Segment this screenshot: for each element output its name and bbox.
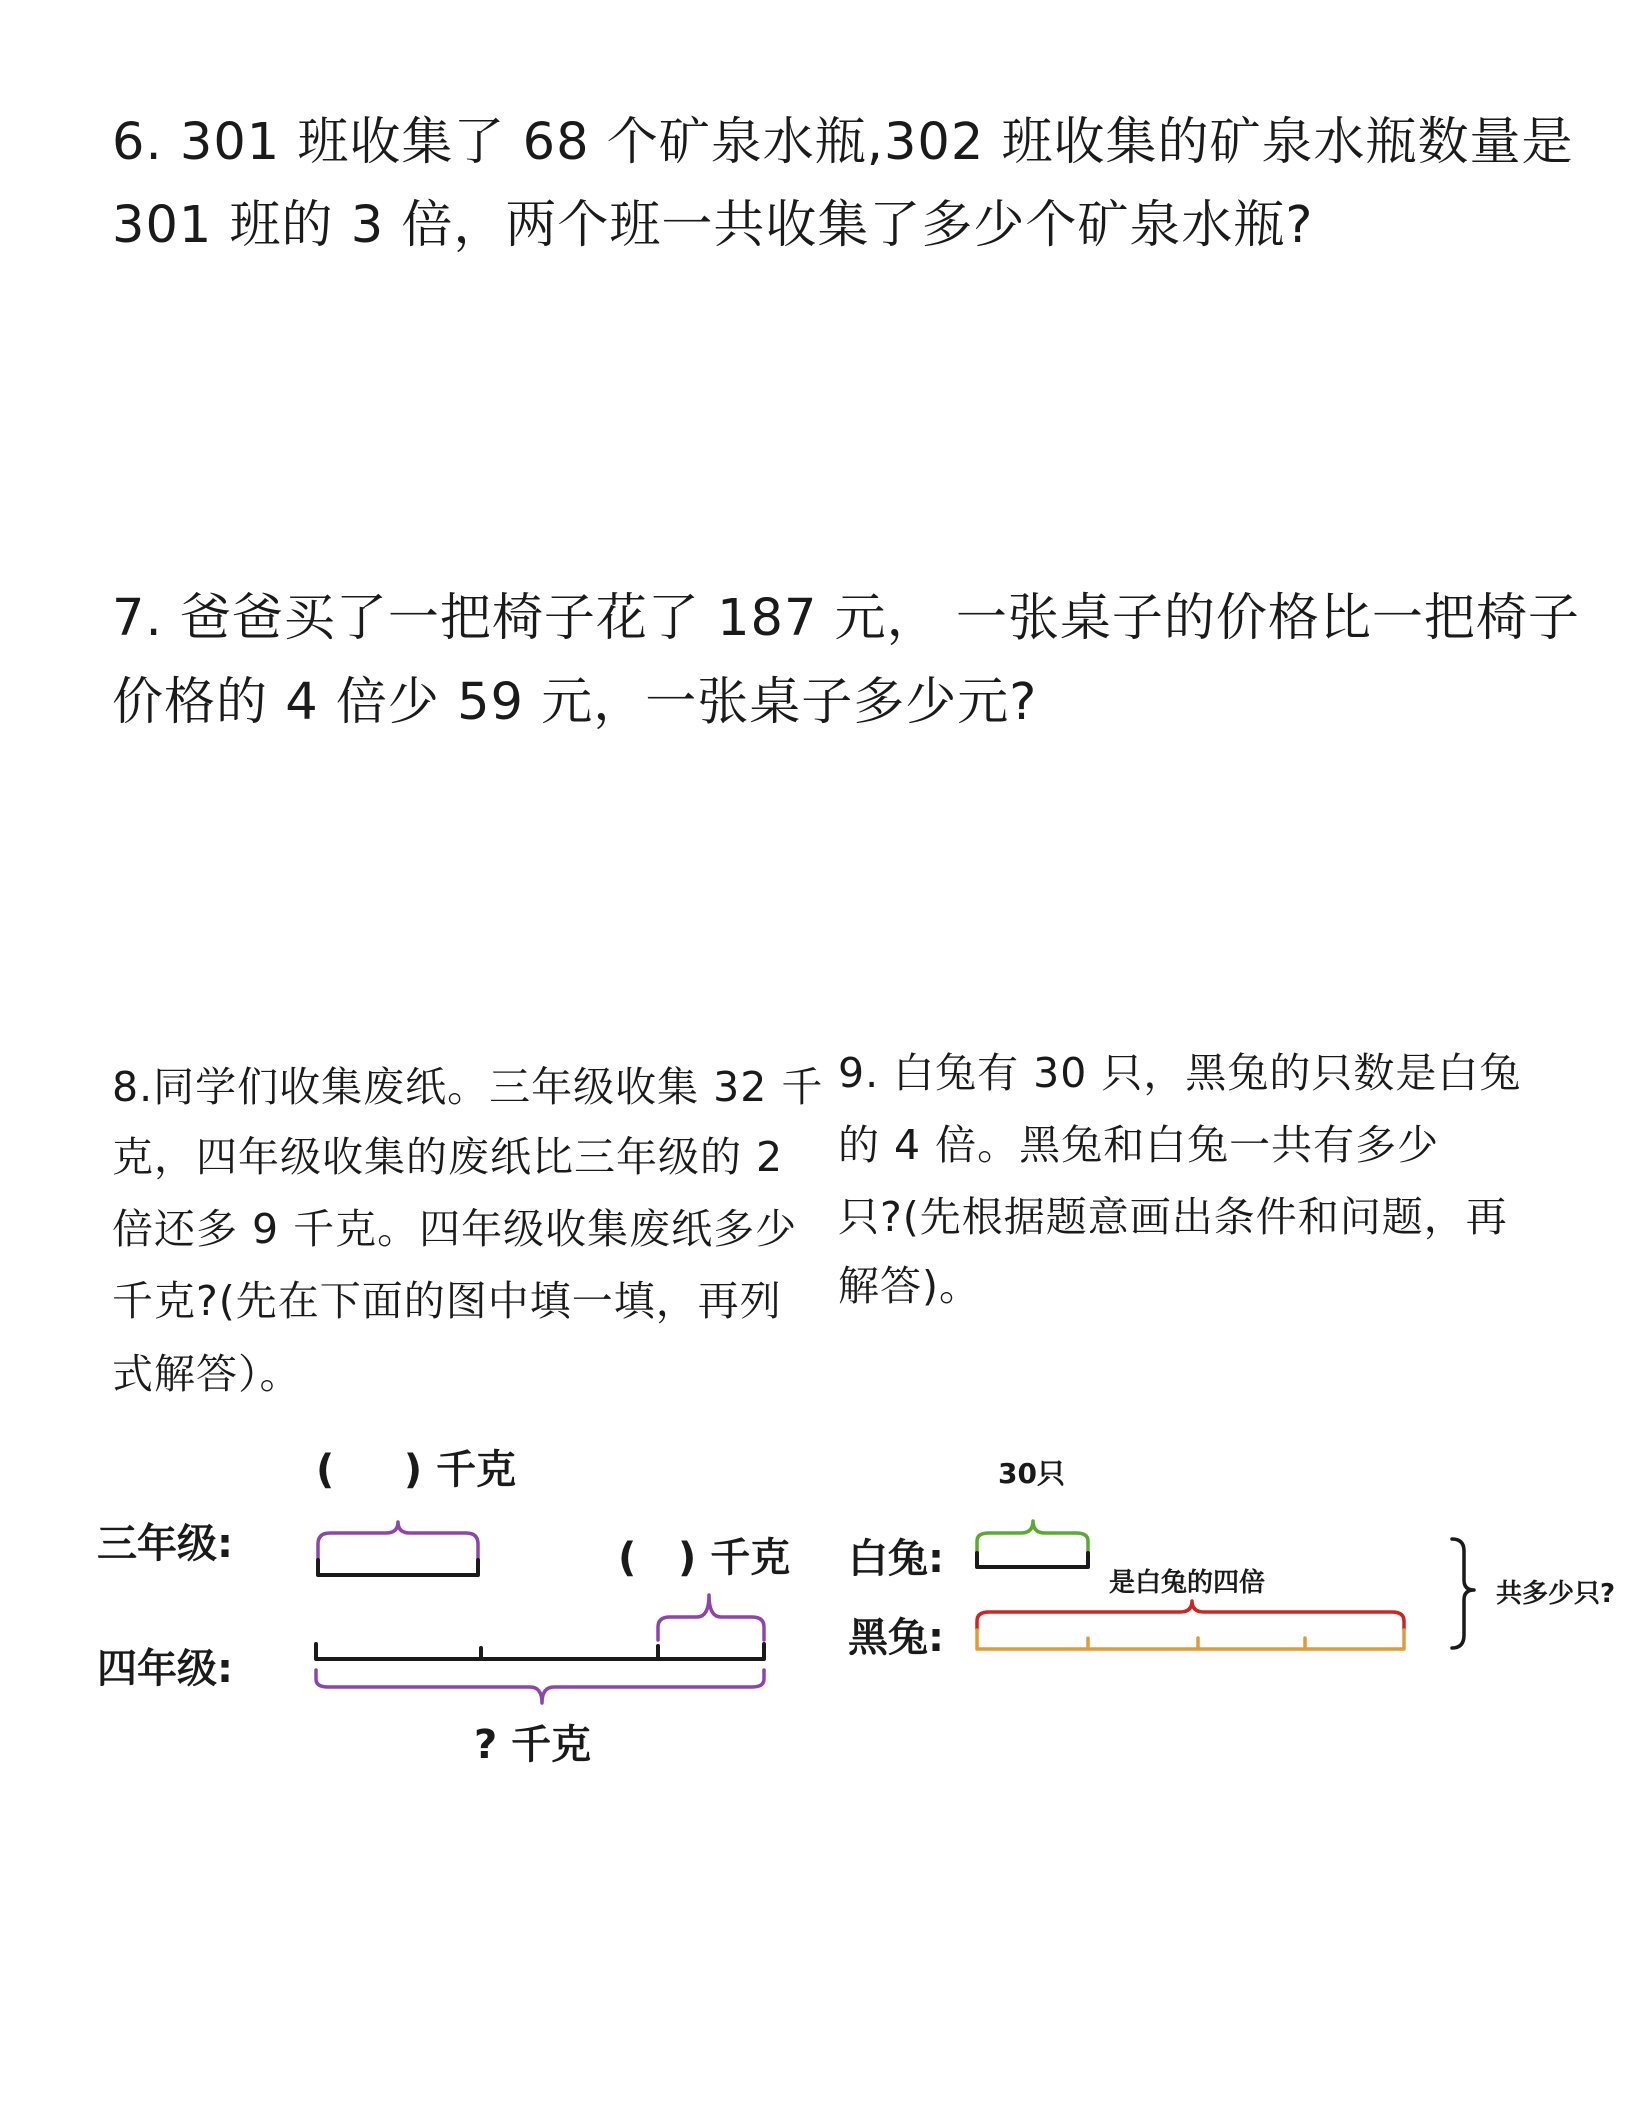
q8-grade3-segment — [318, 1560, 478, 1575]
q6-line-2: 301 班的 3 倍，两个班一共收集了多少个矿泉水瓶? — [112, 196, 1314, 255]
q6-line-1: 6. 301 班收集了 68 个矿泉水瓶,302 班收集的矿泉水瓶数量是 — [112, 113, 1574, 172]
q9-line-3: 只?(先根据题意画出条件和问题，再 — [838, 1193, 1508, 1241]
q8-row2-label: 四年级: — [97, 1646, 233, 1692]
q8-line-3: 倍还多 9 千克。四年级收集废纸多少 — [112, 1205, 798, 1253]
q8-line-5: 式解答）。 — [112, 1350, 302, 1398]
q9-row1-label: 白兔: — [848, 1536, 944, 1582]
q9-middle-label: 是白兔的四倍 — [1109, 1568, 1266, 1598]
q7-line-2: 价格的 4 倍少 59 元，一张桌子多少元? — [112, 673, 1038, 732]
q8-top-label: ( ) 千克 — [316, 1447, 517, 1493]
q9-line-2: 的 4 倍。黑兔和白兔一共有多少 — [838, 1121, 1440, 1169]
q8-bottom-brace — [316, 1670, 764, 1703]
q9-line-4: 解答)。 — [838, 1262, 981, 1310]
q9-line-1: 9. 白兔有 30 只，黑兔的只数是白兔 — [838, 1049, 1522, 1097]
q8-line-1: 8.同学们收集废纸。三年级收集 32 千 — [112, 1063, 824, 1111]
q8-row1-label: 三年级: — [97, 1521, 233, 1567]
q8-bottom-label: ? 千克 — [474, 1722, 592, 1768]
q8-grade4-segment — [316, 1644, 764, 1659]
q9-total-label: 共多少只? — [1496, 1579, 1616, 1609]
q8-line-4: 千克?(先在下面的图中填一填，再列 — [112, 1277, 782, 1325]
q8-line-2: 克，四年级收集的废纸比三年级的 2 — [112, 1133, 784, 1181]
q8-right-brace — [658, 1595, 764, 1640]
q9-top-label: 30只 — [998, 1457, 1065, 1490]
q9-green-brace — [977, 1521, 1088, 1553]
q9-black-rabbit-segment — [977, 1630, 1404, 1649]
q9-red-brace — [977, 1601, 1404, 1629]
q8-right-label: ( ) 千克 — [618, 1535, 791, 1581]
q9-total-brace — [1452, 1539, 1474, 1648]
q9-row2-label: 黑兔: — [848, 1615, 944, 1661]
q8-top-brace — [318, 1522, 478, 1558]
q9-white-rabbit-segment — [977, 1553, 1088, 1567]
q7-line-1: 7. 爸爸买了一把椅子花了 187 元， 一张桌子的价格比一把椅子 — [112, 589, 1580, 648]
